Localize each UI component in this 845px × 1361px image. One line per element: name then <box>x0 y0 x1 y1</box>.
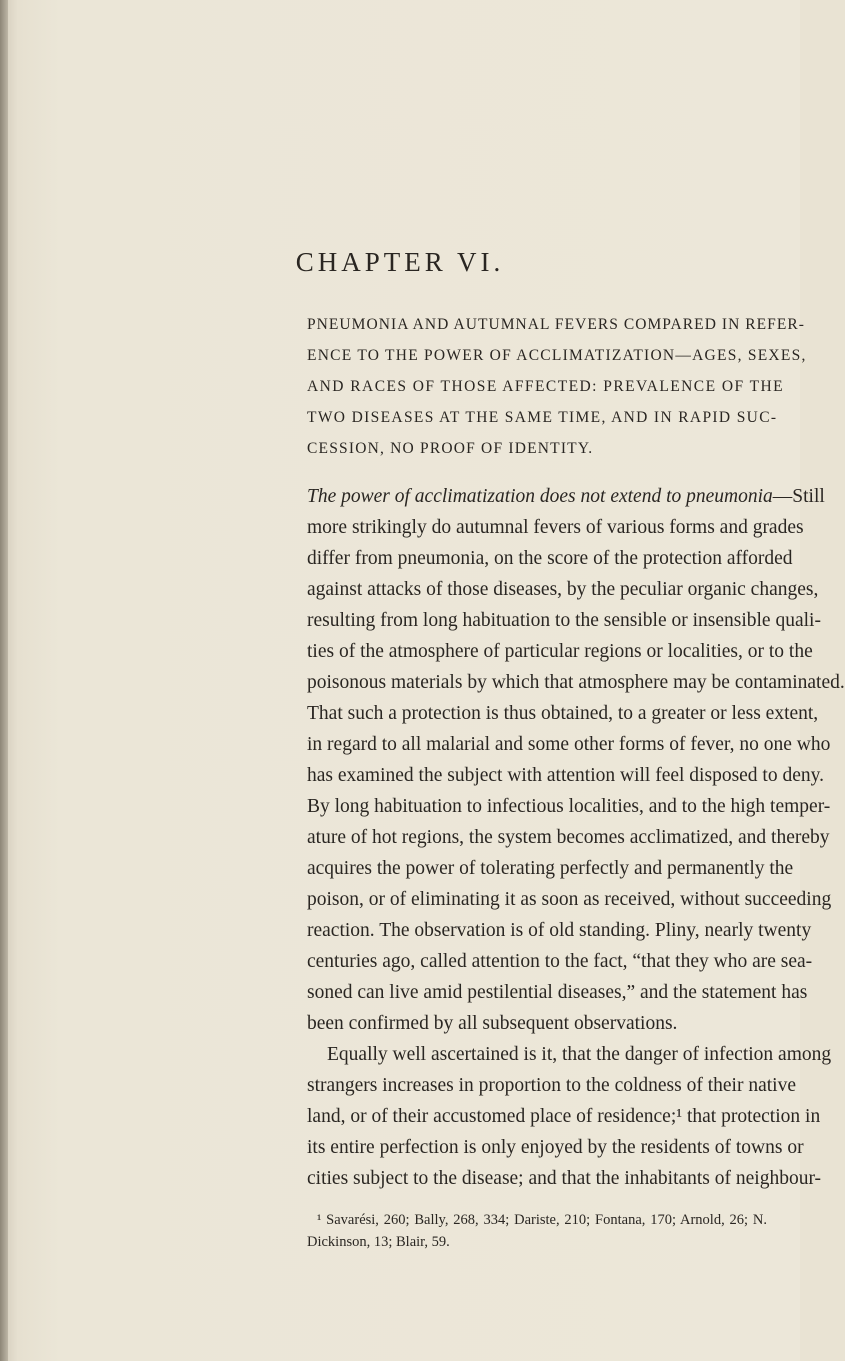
body-line: in regard to all malarial and some other forms of fever, no one who <box>307 734 831 755</box>
body-line: cities subject to the disease; and that the inhabitants of neighbour- <box>307 1168 822 1189</box>
body-line-text: —Still <box>772 486 825 507</box>
body-line: more strikingly do autumnal fevers of various forms and grades <box>307 517 804 538</box>
summary-line: AND RACES OF THOSE AFFECTED: PREVALENCE OF THE <box>307 378 785 395</box>
body-line: been confirmed by all subsequent observations. <box>307 1013 678 1034</box>
body-line: Equally well ascertained is it, that the danger of infection among <box>327 1044 832 1065</box>
summary-line: CESSION, NO PROOF OF IDENTITY. <box>307 440 594 457</box>
body-line: has examined the subject with attention will feel disposed to deny. <box>307 765 824 786</box>
body-line: By long habituation to infectious localities, and to the high temper- <box>307 796 831 817</box>
body-line: land, or of their accustomed place of residence;¹ that protection in <box>307 1106 821 1127</box>
body-line: poisonous materials by which that atmosphere may be contaminated. <box>307 672 845 693</box>
body-line <box>307 486 825 508</box>
body-line: reaction. The observation is of old standing. Pliny, nearly twenty <box>307 920 812 941</box>
body-line: acquires the power of tolerating perfectly and permanently the <box>307 858 794 879</box>
body-line: centuries ago, called attention to the fact, “that they who are sea- <box>307 951 813 972</box>
chapter-title: CHAPTER VI. <box>295 247 505 277</box>
summary-line: TWO DISEASES AT THE SAME TIME, AND IN RAPID SUC- <box>307 409 778 426</box>
summary-line: PNEUMONIA AND AUTUMNAL FEVERS COMPARED IN REFER- <box>307 316 805 333</box>
body-line: strangers increases in proportion to the coldness of their native <box>307 1075 796 1096</box>
summary-line: ENCE TO THE POWER OF ACCLIMATIZATION—AGES, SEXES, <box>307 347 807 364</box>
body-line: against attacks of those diseases, by the peculiar organic changes, <box>307 579 819 600</box>
footnote-line: ¹ Savarési, 260; Bally, 268, 334; Dariste, 210; Fontana, 170; Arnold, 26; N. <box>317 1212 767 1228</box>
footnote-line: Dickinson, 13; Blair, 59. <box>307 1234 450 1250</box>
body-line: resulting from long habituation to the sensible or insensible quali- <box>307 610 821 631</box>
body-line: soned can live amid pestilential diseases,” and the statement has <box>307 982 808 1003</box>
body-line: ties of the atmosphere of particular regions or localities, or to the <box>307 641 813 662</box>
body-line: That such a protection is thus obtained, to a greater or less extent, <box>307 703 819 724</box>
italic-lead: The power of acclimatization does not extend to pneumonia <box>307 486 773 507</box>
page-spine-shadow <box>0 0 8 1361</box>
body-line: differ from pneumonia, on the score of the protection afforded <box>307 548 793 569</box>
body-line: its entire perfection is only enjoyed by the residents of towns or <box>307 1137 804 1158</box>
body-line: poison, or of eliminating it as soon as received, without succeeding <box>307 889 832 910</box>
body-line: ature of hot regions, the system becomes acclimatized, and thereby <box>307 827 830 848</box>
